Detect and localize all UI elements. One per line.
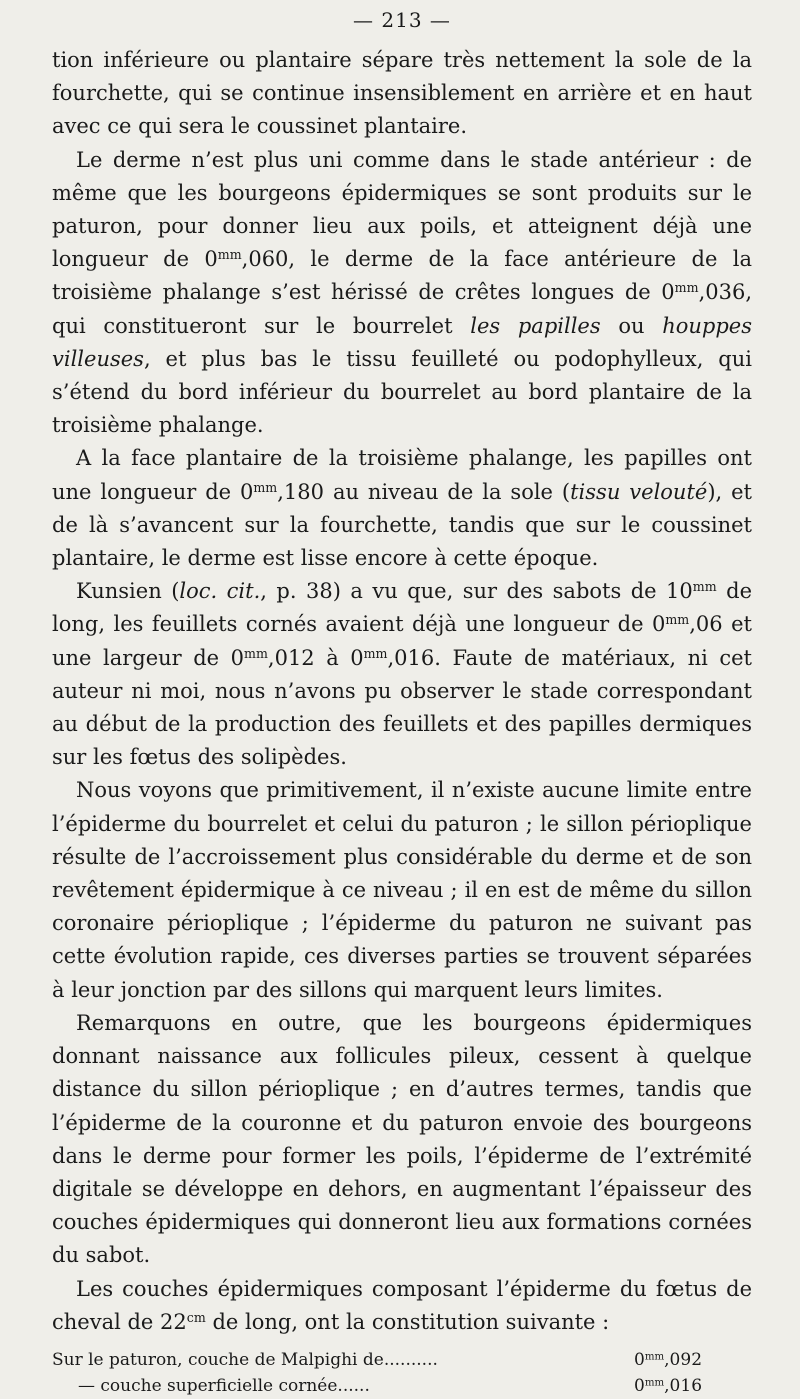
measurement-label: — couche superficielle cornée...... (78, 1375, 370, 1396)
page-number: — 213 — (353, 8, 451, 32)
paragraph-5: Nous voyons que primitivement, il n’existe aucune limite entre l’épiderme du bourrelet et celui du paturon ; le sillon périoplique résulte de l’accroissement plus considérable du derme et de son revêtement épidermique à ce niveau ; il en est de même du sillon coronaire périoplique ; l’épiderme du paturon ne suivant pas cette évolution rapide, ces diverses parties se trouvent séparées à leur jonction par des sillons qui marquent leurs limites. (52, 778, 752, 1002)
measurement-label: Sur le paturon, couche de Malpighi de.......... (52, 1349, 438, 1370)
paragraph-1: tion inférieure ou plantaire sépare très nettement la sole de la fourchette, qui se continue insensiblement en arrière et en haut avec ce qui sera le coussinet plantaire. (52, 48, 752, 139)
body-text (52, 44, 752, 1339)
paragraph-7: Les couches épidermiques composant l’épiderme du fœtus de cheval de $22^{cm}$ de long, ont la constitution suivante : (52, 1276, 752, 1334)
paragraph-4: Kunsien (loc. cit., p. 38) a vu que, sur des sabots de $10^{mm}$ de long, les feuillets cornés avaient déjà une longueur de $0^{mm},06$ et une largeur de $0^{mm},012$ à $0^{mm},016$. Faute de matériaux, ni cet auteur ni moi, nous n’avons pu observer le stade correspondant au début de la production des feuillets et des papilles dermiques sur les fœtus des solipèdes. (52, 579, 753, 770)
term-houppes: houppes villeuses (52, 313, 752, 371)
measurement-row (52, 1347, 752, 1373)
measurement-value: $0^{mm},016$ (634, 1375, 703, 1396)
citation-loc-cit: loc. cit. (179, 579, 261, 604)
paragraph-3: A la face plantaire de la troisième phalange, les papilles ont une longueur de $0^{mm},180$ au niveau de la sole (tissu velouté), et de là s’avancent sur la fourchette, tandis que sur le coussinet plantaire, le derme est lisse encore à cette époque. (52, 446, 752, 571)
measurement-table (52, 1347, 752, 1399)
paragraph-6: Remarquons en outre, que les bourgeons épidermiques donnant naissance aux follicules pileux, cessent à quelque distance du sillon périoplique ; en d’autres termes, tandis que l’épiderme de la couronne et du paturon envoie des bourgeons dans le derme pour former les poils, l’épiderme de l’extrémité digitale se développe en dehors, en augmentant l’épaisseur des couches épidermiques qui donneront lieu aux formations cornées du sabot. (52, 1010, 752, 1268)
measurement-row (52, 1373, 752, 1399)
measurement-value: $0^{mm},092$ (634, 1349, 703, 1370)
term-papilles: les papilles (470, 313, 601, 338)
term-tissu-veloute: tissu velouté (570, 479, 708, 504)
paragraph-2: Le derme n’est plus uni comme dans le stade antérieur : de même que les bourgeons épidermiques se sont produits sur le paturon, pour donner lieu aux poils, et atteignent déjà une longueur de $0^{mm},060$, le derme de la face antérieure de la troisième phalange s’est hérissé de crêtes longues de $0^{mm},036$, qui constitueront sur le bourrelet les papilles ou houppes villeuses, et plus bas le tissu feuilleté ou podophylleux, qui s’étend du bord inférieur du bourrelet au bord plantaire de la troisième phalange. (52, 147, 752, 438)
